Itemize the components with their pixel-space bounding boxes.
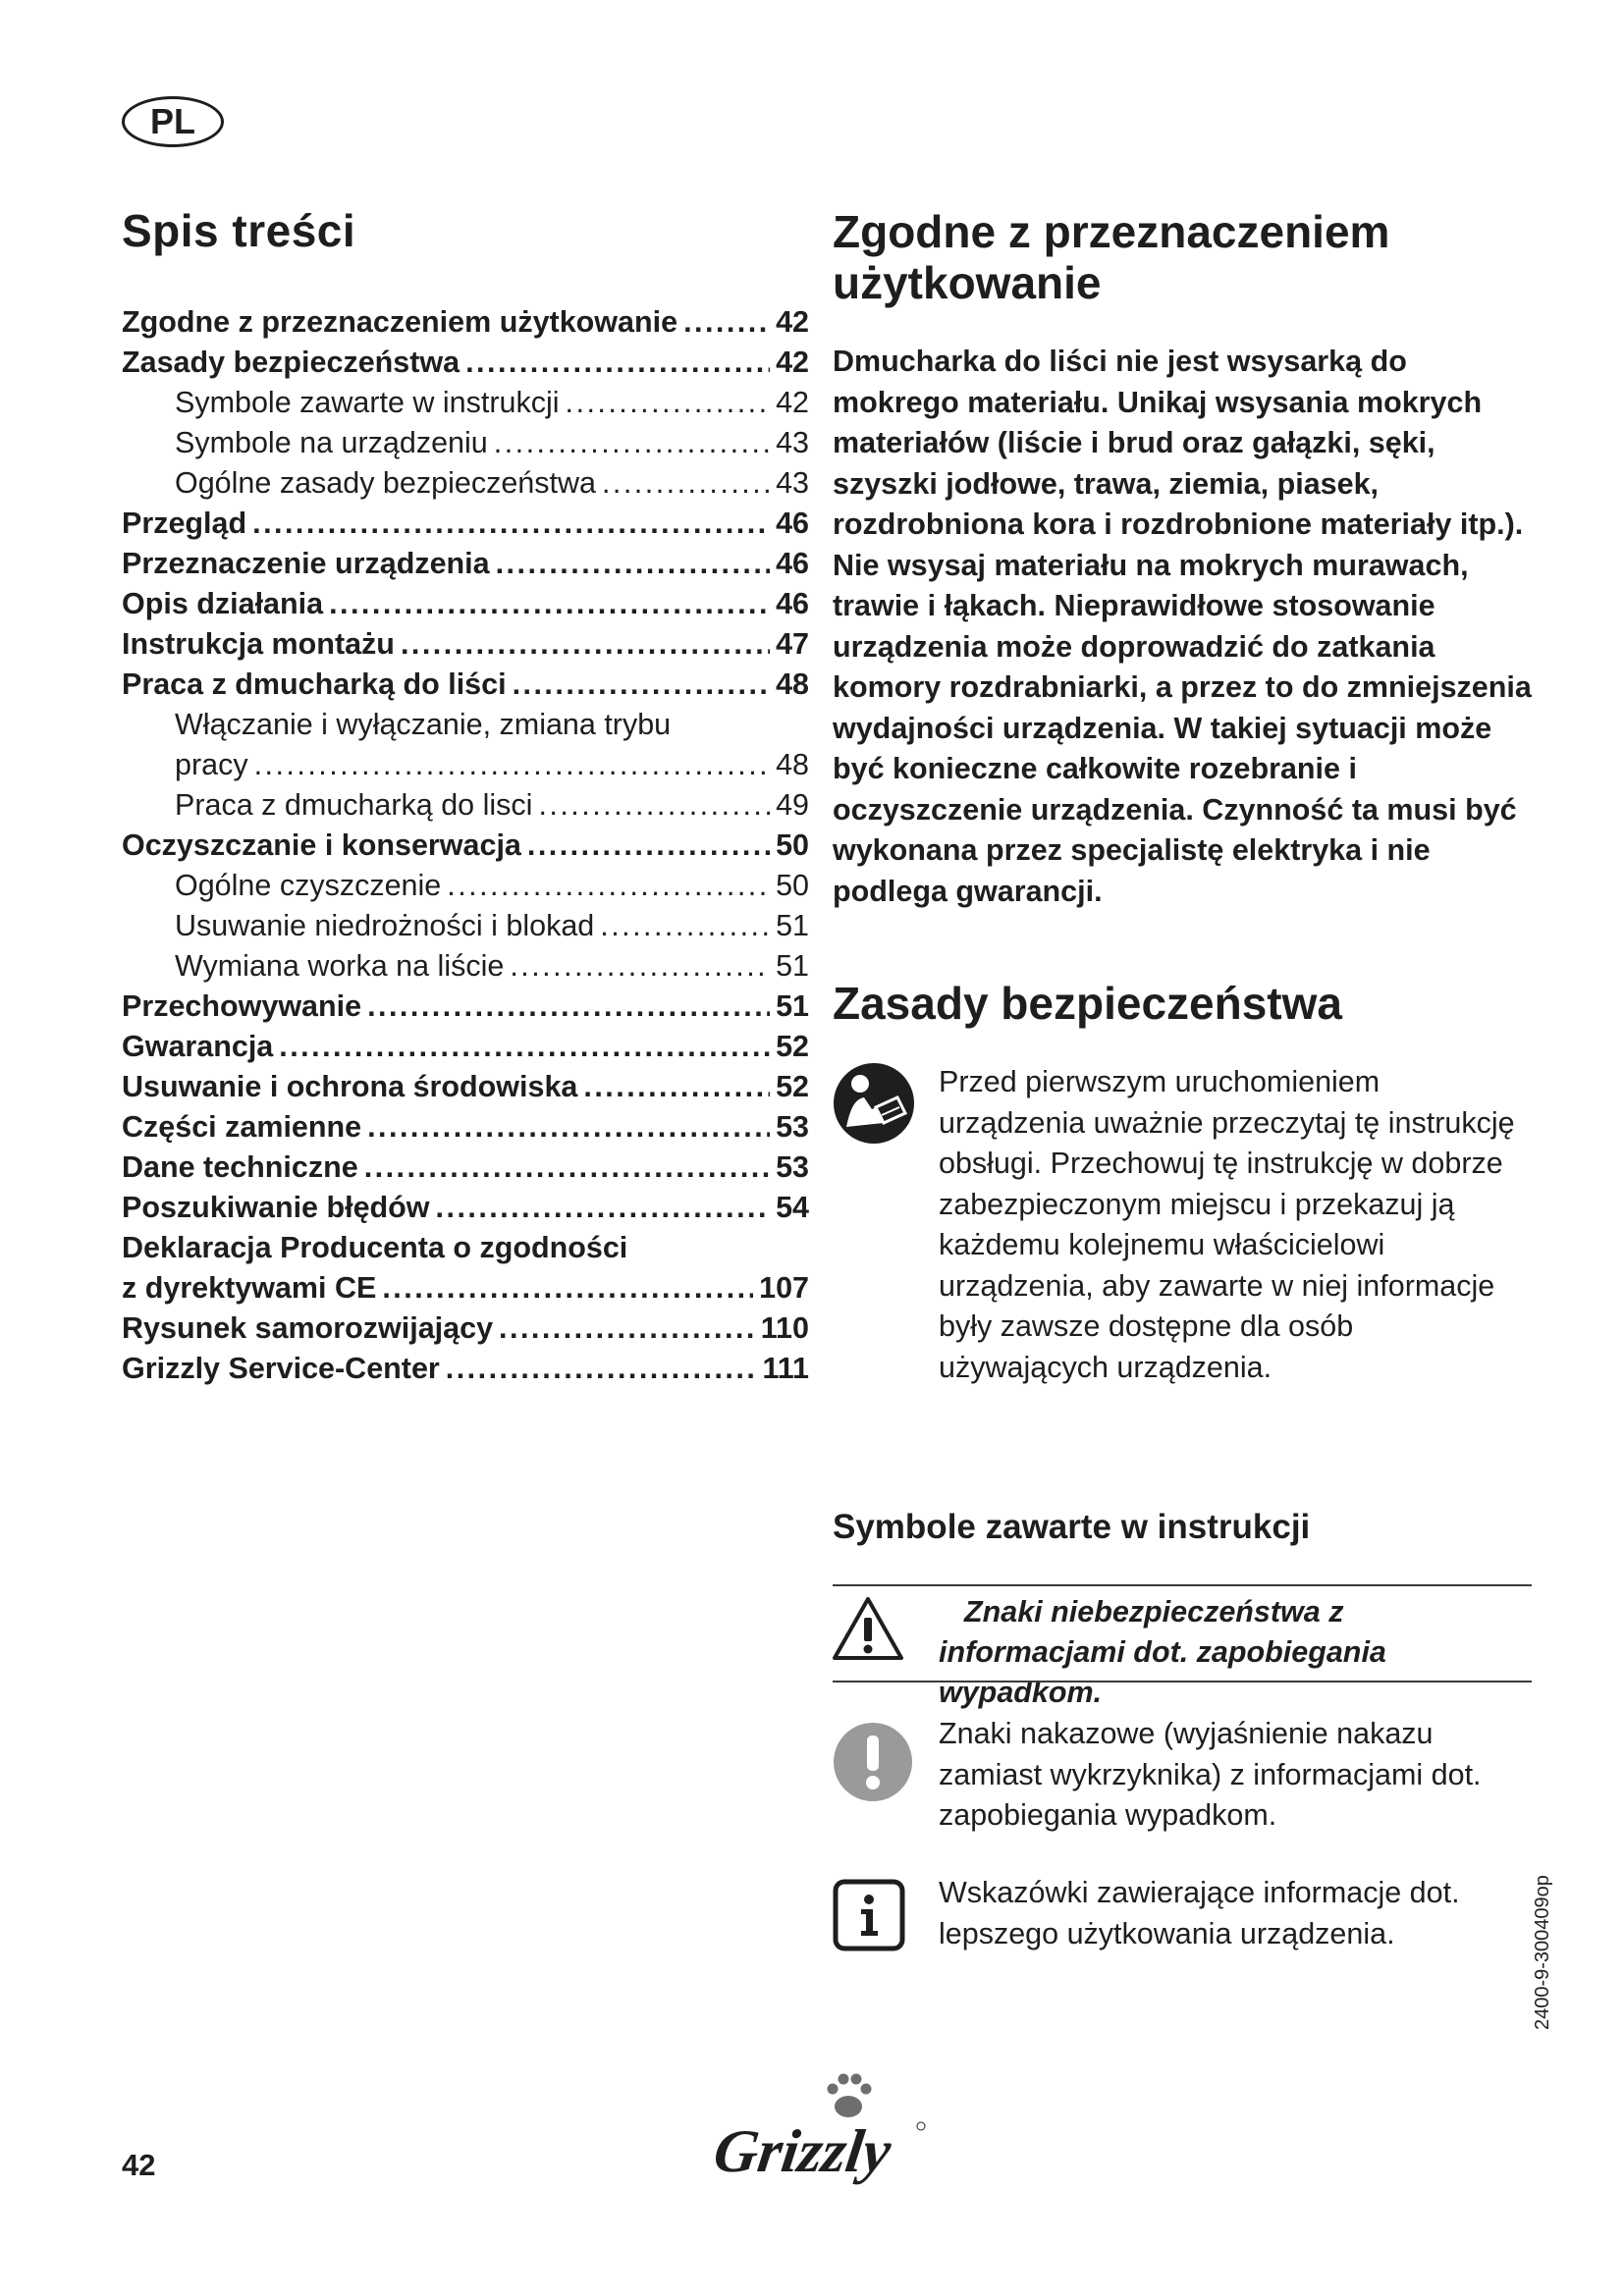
toc-entry <box>122 423 809 463</box>
toc-entry-page: 110 <box>760 1311 809 1345</box>
toc-entry-title: Praca z dmucharką do liści <box>122 667 507 701</box>
toc-leader <box>602 463 770 504</box>
toc-entry-title-cont: z dyrektywami CE <box>122 1271 377 1305</box>
toc-leader <box>446 1349 757 1389</box>
toc-entry-page: 54 <box>776 1191 809 1224</box>
toc-leader <box>600 906 770 946</box>
toc-leader <box>538 785 770 826</box>
exclamation-circle-icon <box>833 1722 913 1802</box>
toc-entry-page: 51 <box>776 949 809 983</box>
toc-entry-page: 42 <box>776 386 809 419</box>
toc-entry-page: 42 <box>776 305 809 339</box>
toc-entry-page: 51 <box>776 909 809 942</box>
danger-symbol-text: Znaki niebezpieczeństwa z informacjami dot. zapobiegania wypadkom. <box>939 1595 1386 1709</box>
read-manual-icon <box>833 1062 915 1145</box>
toc-entry-title: Włączanie i wyłączanie, zmiana trybu <box>175 708 672 741</box>
toc-entry-title: Ogólne czyszczenie <box>175 869 442 902</box>
toc-entry-title: Przegląd <box>122 507 247 540</box>
table-of-contents <box>122 302 809 1389</box>
toc-entry <box>122 785 809 826</box>
intended-use-heading-line1: Zgodne z przeznaczeniem <box>833 206 1390 257</box>
toc-entry-title: Części zamienne <box>122 1110 362 1144</box>
toc-entry <box>122 1188 809 1228</box>
toc-entry-page: 47 <box>776 627 809 661</box>
toc-entry <box>122 705 809 785</box>
toc-entry-page: 52 <box>776 1030 809 1063</box>
safety-heading: Zasady bezpieczeństwa <box>833 978 1342 1029</box>
toc-entry <box>122 1067 809 1107</box>
language-badge: PL <box>122 96 224 147</box>
intended-use-heading-line2: użytkowanie <box>833 257 1102 308</box>
toc-entry <box>122 584 809 624</box>
toc-entry <box>122 1027 809 1067</box>
toc-leader <box>254 745 770 785</box>
toc-entry-title: Wymiana worka na liście <box>175 949 505 983</box>
toc-entry-page: 53 <box>776 1110 809 1144</box>
toc-entry <box>122 866 809 906</box>
toc-leader <box>329 584 770 624</box>
divider-bottom <box>833 1681 1532 1682</box>
toc-leader <box>566 383 771 423</box>
brand-name: Grizzly <box>709 2117 895 2185</box>
toc-leader <box>436 1188 771 1228</box>
toc-entry-title: Rysunek samorozwijający <box>122 1311 494 1345</box>
grizzly-logo <box>703 2065 929 2191</box>
toc-entry <box>122 826 809 866</box>
toc-entry-page: 43 <box>776 466 809 500</box>
toc-entry <box>122 504 809 544</box>
toc-entry-title: Deklaracja Producenta o zgodności <box>122 1231 628 1264</box>
toc-entry <box>122 946 809 987</box>
symbols-heading: Symbole zawarte w instrukcji <box>833 1508 1311 1546</box>
toc-entry <box>122 1228 809 1308</box>
toc-entry-page: 42 <box>776 346 809 379</box>
toc-leader <box>510 946 770 987</box>
toc-leader <box>252 504 770 544</box>
toc-leader <box>499 1308 755 1349</box>
toc-leader <box>683 302 770 343</box>
toc-entry-title: Zgodne z przeznaczeniem użytkowanie <box>122 305 678 339</box>
toc-entry-title: Przechowywanie <box>122 989 362 1023</box>
toc-entry <box>122 1148 809 1188</box>
toc-entry-page: 107 <box>759 1271 809 1305</box>
toc-entry-page: 46 <box>776 547 809 580</box>
toc-entry <box>122 544 809 584</box>
toc-title: Spis treści <box>122 205 356 256</box>
mandatory-symbol-text: Znaki nakazowe (wyjaśnienie nakazu zamiast wykrzyknika) z informacjami dot. zapobiegania wypadkom. <box>939 1717 1482 1832</box>
toc-entry-page: 50 <box>776 869 809 902</box>
toc-entry-title: Przeznaczenie urządzenia <box>122 547 490 580</box>
intended-use-text: Dmucharka do liści nie jest wsysarką do mokrego materiału. Unikaj wsysania mokrych materiałów (liście i brud oraz gałązki, sęki, szyszki jodłowe, trawa, ziemia, piasek, rozdrobniona kora i rozdrobnione materiały itp.). Nie wsysaj materiału na mokrych murawach, trawie i łąkach. Nieprawidłowe stosowanie urządzenia może doprowadzić do zatkania komory rozdrabniarki, a przez to do zmniejszenia wydajności urządzenia. W takiej sytuacji może być konieczne całkowite rozebranie i oczyszczenie urządzenia. Czynność ta musi być wykonana przez specjalistę elektryka i nie podlega gwarancji. <box>833 345 1532 908</box>
toc-entry <box>122 624 809 665</box>
toc-entry-page: 46 <box>776 587 809 620</box>
read-manual-text: Przed pierwszym uruchomieniem urządzenia uważnie przeczytaj tę instrukcję obsługi. Przechowuj tę instrukcję w dobrze zabezpieczonym miejscu i przekazuj ją każdemu kolejnemu właścicielowi urządzenia, aby zawarte w niej informacje były zawsze dostępne dla osób używających urządzenia. <box>939 1065 1515 1384</box>
toc-leader <box>513 665 770 705</box>
toc-entry-title: Gwarancja <box>122 1030 274 1063</box>
toc-leader <box>496 544 770 584</box>
toc-leader <box>447 866 770 906</box>
toc-leader <box>364 1148 770 1188</box>
toc-leader <box>382 1268 753 1308</box>
toc-entry-title: Zasady bezpieczeństwa <box>122 346 460 379</box>
divider-top <box>833 1584 1532 1586</box>
toc-entry-title: Usuwanie i ochrona środowiska <box>122 1070 578 1103</box>
intended-use-heading <box>833 206 1540 308</box>
toc-entry <box>122 302 809 343</box>
toc-entry-title: Dane techniczne <box>122 1150 358 1184</box>
info-box-icon <box>833 1879 905 1951</box>
warning-triangle-icon <box>833 1596 903 1661</box>
danger-symbol-block <box>833 1592 1532 1709</box>
toc-entry-title: Instrukcja montażu <box>122 627 395 661</box>
toc-entry-title: Poszukiwanie błędów <box>122 1191 430 1224</box>
toc-leader <box>465 343 770 383</box>
toc-leader <box>367 1107 770 1148</box>
info-symbol-text: Wskazówki zawierające informacje dot. lepszego użytkowania urządzenia. <box>939 1876 1460 1950</box>
toc-entry-page: 53 <box>776 1150 809 1184</box>
toc-entry <box>122 1349 809 1389</box>
toc-entry-page: 48 <box>776 748 809 781</box>
toc-entry <box>122 1107 809 1148</box>
toc-entry-page: 50 <box>776 828 809 862</box>
toc-entry-title: Praca z dmucharką do lisci <box>175 788 533 822</box>
toc-entry-title: Symbole na urządzeniu <box>175 426 488 459</box>
toc-leader <box>401 624 770 665</box>
toc-entry-title: Ogólne zasady bezpieczeństwa <box>175 466 596 500</box>
toc-entry-title: Grizzly Service-Center <box>122 1352 440 1385</box>
toc-entry-title: Symbole zawarte w instrukcji <box>175 386 560 419</box>
toc-entry-page: 43 <box>776 426 809 459</box>
toc-entry-title-cont: pracy <box>175 748 248 781</box>
paw-icon <box>828 2074 872 2118</box>
toc-entry-title: Usuwanie niedrożności i blokad <box>175 909 595 942</box>
document-code: 2400-9-300409op <box>1532 1875 1553 2030</box>
toc-entry-page: 51 <box>776 989 809 1023</box>
toc-entry-title: Oczyszczanie i konserwacja <box>122 828 521 862</box>
toc-entry <box>122 987 809 1027</box>
page-number: 42 <box>122 2148 156 2182</box>
toc-entry-page: 49 <box>776 788 809 822</box>
toc-entry <box>122 383 809 423</box>
toc-entry <box>122 906 809 946</box>
toc-entry <box>122 343 809 383</box>
toc-entry <box>122 1308 809 1349</box>
toc-leader <box>527 826 770 866</box>
toc-leader <box>494 423 770 463</box>
toc-entry-page: 111 <box>762 1352 809 1385</box>
toc-entry-title: Opis działania <box>122 587 324 620</box>
toc-leader <box>367 987 770 1027</box>
toc-entry <box>122 463 809 504</box>
toc-entry <box>122 665 809 705</box>
toc-leader <box>583 1067 770 1107</box>
toc-entry-page: 52 <box>776 1070 809 1103</box>
toc-entry-page: 46 <box>776 507 809 540</box>
toc-entry-page: 48 <box>776 667 809 701</box>
toc-leader <box>279 1027 770 1067</box>
